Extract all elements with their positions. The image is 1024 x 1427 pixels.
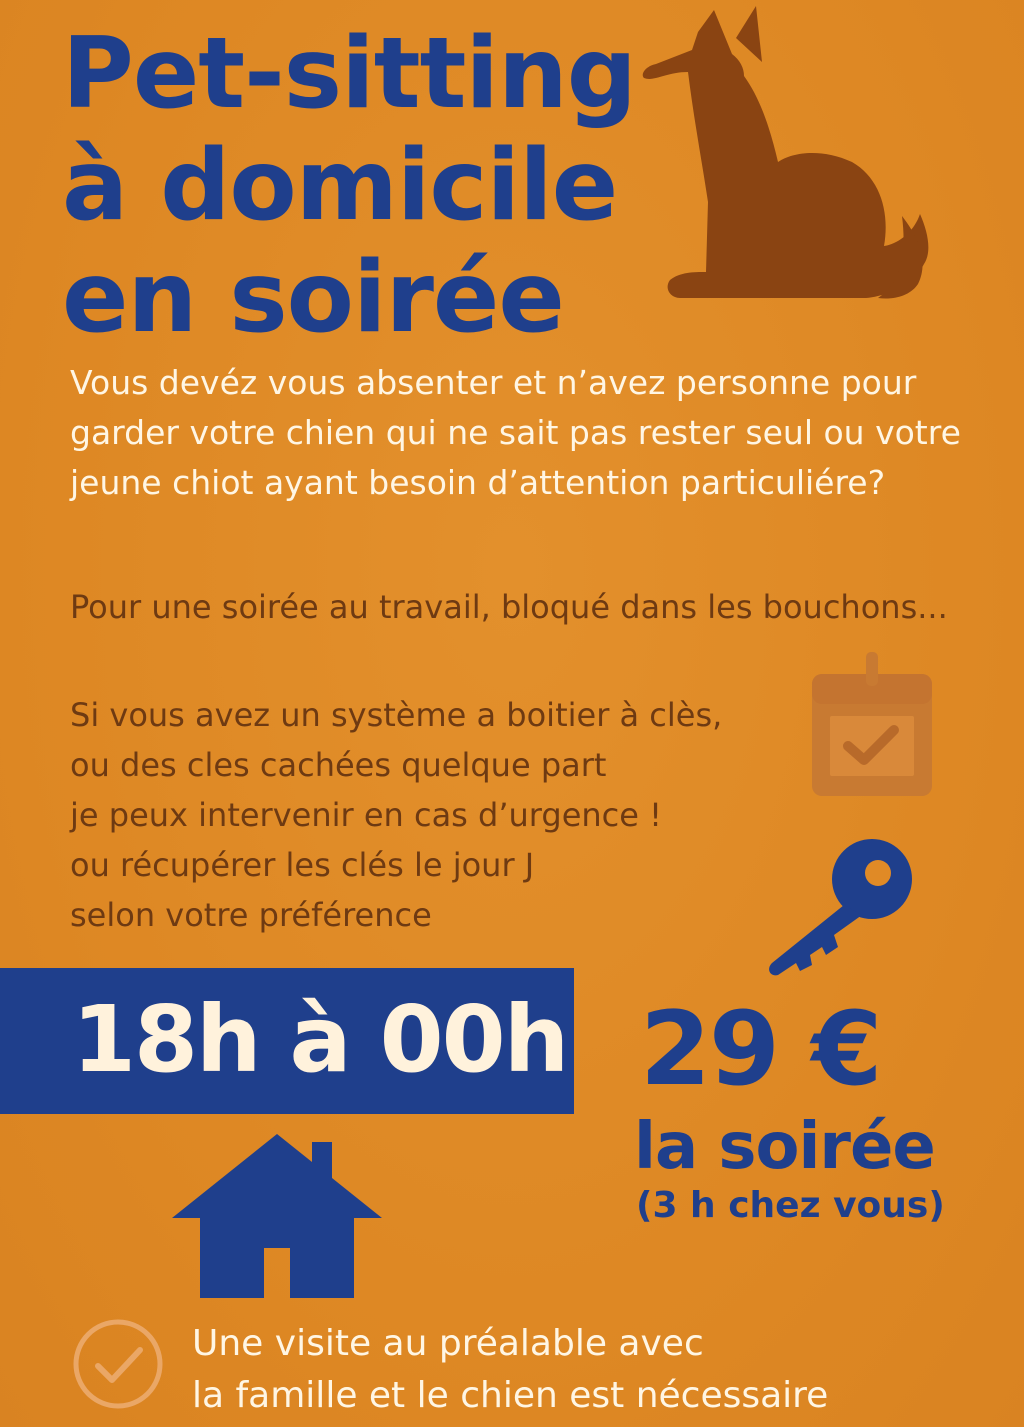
price-amount: 29 €	[640, 990, 881, 1109]
intro-text: Vous devéz vous absenter et n’avez personne pour garder votre chien qui ne sait pas rester seul ou votre jeune chiot ayant besoin d’attention particuliére?	[70, 363, 961, 502]
keys-info-line: Si vous avez un système a boitier à clès,	[70, 696, 723, 734]
visit-note-line: Une visite au préalable avec	[192, 1323, 704, 1364]
dog-silhouette-icon	[632, 2, 952, 302]
title-line-3: en soirée	[62, 241, 564, 355]
keys-info-line: ou récupérer les clés le jour J	[70, 846, 535, 884]
keys-info-text	[70, 690, 830, 940]
house-icon	[170, 1130, 384, 1300]
visit-note-line: la famille et le chien est nécessaire	[192, 1375, 829, 1416]
title-line-2: à domicile	[62, 129, 618, 243]
price-duration: (3 h chez vous)	[636, 1185, 945, 1226]
keys-info-line: ou des cles cachées quelque part	[70, 746, 607, 784]
page-title	[62, 18, 636, 354]
key-icon	[760, 835, 920, 980]
title-line-1: Pet-sitting	[62, 17, 636, 131]
hours-text: 18h à 00h	[72, 986, 568, 1093]
keys-info-line: selon votre préférence	[70, 896, 432, 934]
check-circle-icon	[72, 1318, 164, 1410]
calendar-check-icon	[806, 648, 938, 800]
situation-text: Pour une soirée au travail, bloqué dans les bouchons...	[70, 588, 948, 626]
price-per: la soirée	[634, 1110, 935, 1184]
keys-info-line: je peux intervenir en cas d’urgence !	[70, 796, 662, 834]
visit-note	[192, 1318, 828, 1422]
